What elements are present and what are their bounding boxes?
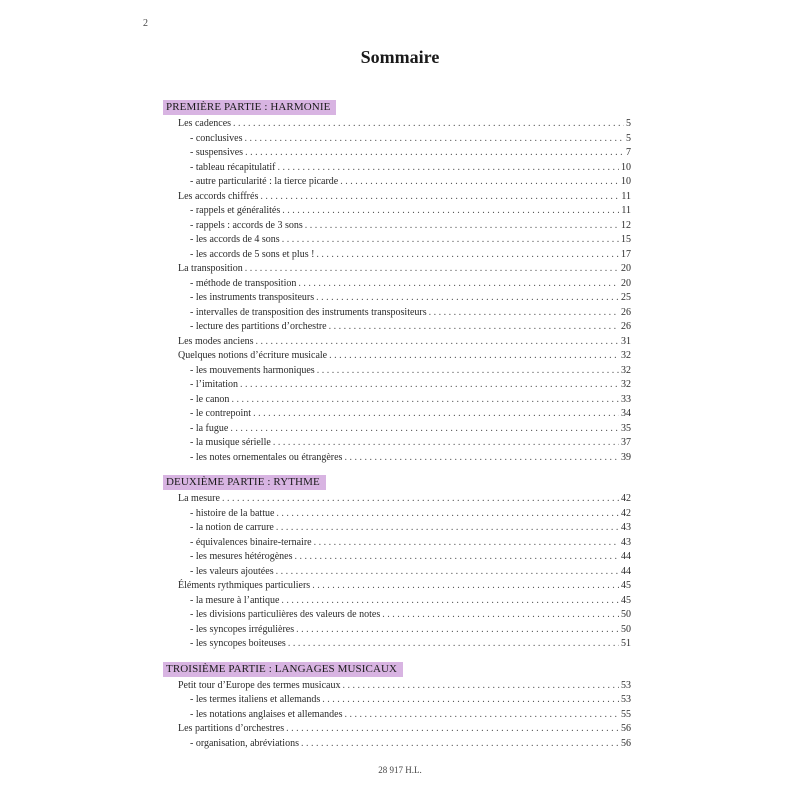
dot-leader: [340, 175, 619, 190]
entry-page-number: 26: [621, 321, 631, 332]
dot-leader: [245, 262, 619, 277]
entry-label: - les termes italiens et allemands: [190, 694, 321, 705]
toc-subentry: [163, 407, 631, 422]
entry-label: - les valeurs ajoutées: [190, 565, 274, 577]
entry-page-number: 43: [621, 522, 631, 533]
toc-chapter: [163, 117, 631, 132]
entry-label: La transposition: [178, 263, 243, 274]
dot-leader: [305, 219, 619, 234]
toc-subentry: [163, 565, 631, 580]
entry-page-number: 50: [621, 623, 631, 635]
page-number: 2: [143, 18, 148, 29]
toc-subentry: [163, 175, 631, 190]
dot-leader: [240, 378, 619, 393]
dot-leader: [253, 407, 619, 422]
toc-subentry: [163, 364, 631, 379]
toc-subentry: [163, 233, 631, 248]
dot-leader: [278, 161, 619, 176]
toc-subentry: [163, 161, 631, 176]
entry-page-number: 50: [621, 609, 631, 620]
dot-leader: [342, 679, 619, 694]
entry-page-number: 15: [621, 234, 631, 245]
dot-leader: [231, 393, 619, 408]
toc-subentry: [163, 507, 631, 522]
entry-page-number: 45: [621, 594, 631, 606]
toc-subentry: [163, 550, 631, 565]
toc-subentry: [163, 608, 631, 623]
toc-subentry: [163, 132, 631, 147]
toc-subentry: [163, 436, 631, 451]
dot-leader: [260, 190, 619, 205]
dot-leader: [382, 608, 619, 623]
entry-label: - autre particularité : la tierce picarde: [190, 176, 339, 187]
toc-chapter: [163, 335, 631, 350]
entry-page-number: 5: [626, 118, 631, 129]
toc-subentry: [163, 291, 631, 306]
dot-leader: [429, 306, 619, 321]
entry-page-number: 32: [621, 350, 631, 361]
entry-label: - suspensives: [190, 147, 244, 158]
entry-page-number: 32: [621, 364, 631, 376]
table-of-contents: [163, 97, 631, 758]
entry-label: - le contrepoint: [190, 408, 252, 419]
toc-part: [163, 659, 631, 752]
dot-leader: [329, 349, 619, 364]
entry-label: Quelques notions d’écriture musicale: [178, 350, 328, 361]
entry-page-number: 39: [621, 451, 631, 463]
entry-label: Les cadences: [178, 118, 232, 129]
part-header: TROISIÈME PARTIE : LANGAGES MUSICAUX: [163, 662, 403, 677]
entry-label: - les notations anglaises et allemandes: [190, 708, 343, 720]
dot-leader: [322, 693, 619, 708]
toc-chapter: [163, 492, 631, 507]
entry-page-number: 7: [626, 147, 631, 158]
dot-leader: [273, 436, 619, 451]
entry-page-number: 55: [621, 708, 631, 720]
entry-page-number: 26: [621, 306, 631, 318]
entry-page-number: 45: [621, 580, 631, 591]
toc-part: [163, 97, 631, 465]
part-header: PREMIÈRE PARTIE : HARMONIE: [163, 100, 336, 115]
toc-chapter: [163, 722, 631, 737]
entry-page-number: 20: [621, 277, 631, 289]
entry-label: - la fugue: [190, 422, 229, 434]
entry-label: - la notion de carrure: [190, 522, 274, 533]
toc-subentry: [163, 219, 631, 234]
dot-leader: [329, 320, 619, 335]
entry-label: La mesure: [178, 493, 220, 504]
toc-subentry: [163, 248, 631, 263]
entry-page-number: 11: [621, 190, 631, 202]
dot-leader: [317, 364, 619, 379]
entry-label: - la musique sérielle: [190, 437, 271, 448]
entry-label: Les accords chiffrés: [178, 190, 259, 202]
dot-leader: [282, 233, 619, 248]
entry-page-number: 25: [621, 292, 631, 303]
toc-subentry: [163, 693, 631, 708]
entry-page-number: 33: [621, 393, 631, 405]
entry-label: - la mesure à l’antique: [190, 594, 280, 606]
entry-label: - méthode de transposition: [190, 277, 297, 289]
entry-page-number: 53: [621, 679, 631, 691]
dot-leader: [245, 132, 625, 147]
entry-page-number: 11: [621, 205, 631, 216]
entry-page-number: 43: [621, 536, 631, 548]
toc-subentry: [163, 422, 631, 437]
dot-leader: [276, 521, 619, 536]
entry-page-number: 51: [621, 638, 631, 649]
dot-leader: [344, 451, 619, 466]
toc-subentry: [163, 451, 631, 466]
toc-subentry: [163, 637, 631, 652]
entry-page-number: 42: [621, 493, 631, 504]
entry-page-number: 17: [621, 248, 631, 260]
entry-label: - les accords de 5 sons et plus !: [190, 248, 315, 260]
dot-leader: [301, 737, 619, 752]
entry-page-number: 5: [626, 132, 631, 144]
entry-page-number: 37: [621, 437, 631, 448]
entry-page-number: 35: [621, 422, 631, 434]
dot-leader: [288, 637, 619, 652]
toc-chapter: [163, 349, 631, 364]
dot-leader: [233, 117, 624, 132]
entry-label: - les accords de 4 sons: [190, 234, 280, 245]
part-header: DEUXIÈME PARTIE : RYTHME: [163, 475, 326, 490]
entry-label: - les syncopes boiteuses: [190, 638, 286, 649]
dot-leader: [298, 277, 619, 292]
toc-subentry: [163, 393, 631, 408]
dot-leader: [282, 204, 619, 219]
entry-page-number: 44: [621, 551, 631, 562]
entry-page-number: 53: [621, 694, 631, 705]
entry-page-number: 10: [621, 176, 631, 187]
toc-subentry: [163, 737, 631, 752]
entry-label: - le canon: [190, 393, 230, 405]
toc-subentry: [163, 204, 631, 219]
toc-subentry: [163, 521, 631, 536]
entry-label: - l’imitation: [190, 379, 239, 390]
entry-label: - équivalences binaire-ternaire: [190, 536, 312, 548]
entry-page-number: 34: [621, 408, 631, 419]
dot-leader: [286, 722, 619, 737]
entry-label: - les notes ornementales ou étrangères: [190, 451, 343, 463]
entry-label: - rappels : accords de 3 sons: [190, 219, 303, 231]
toc-chapter: [163, 579, 631, 594]
dot-leader: [312, 579, 619, 594]
toc-subentry: [163, 320, 631, 335]
toc-part: [163, 472, 631, 652]
dot-leader: [344, 708, 619, 723]
toc-chapter: [163, 262, 631, 277]
entry-label: - histoire de la battue: [190, 507, 275, 519]
dot-leader: [316, 248, 619, 263]
dot-leader: [222, 492, 619, 507]
entry-label: - les syncopes irrégulières: [190, 623, 295, 635]
entry-label: - tableau récapitulatif: [190, 161, 276, 173]
entry-label: Éléments rythmiques particuliers: [178, 580, 311, 591]
toc-subentry: [163, 708, 631, 723]
entry-label: Petit tour d’Europe des termes musicaux: [178, 679, 341, 691]
toc-subentry: [163, 277, 631, 292]
toc-chapter: [163, 190, 631, 205]
dot-leader: [294, 550, 619, 565]
page-title: Sommaire: [360, 47, 440, 67]
footer-reference: 28 917 H.L.: [378, 765, 422, 775]
entry-label: - les mesures hétérogènes: [190, 551, 293, 562]
dot-leader: [245, 146, 624, 161]
entry-label: - lecture des partitions d’orchestre: [190, 321, 327, 332]
entry-page-number: 56: [621, 723, 631, 734]
entry-label: Les partitions d’orchestres: [178, 723, 285, 734]
entry-page-number: 56: [621, 737, 631, 749]
dot-leader: [296, 623, 619, 638]
toc-subentry: [163, 306, 631, 321]
entry-label: - organisation, abréviations: [190, 737, 299, 749]
dot-leader: [276, 507, 619, 522]
toc-subentry: [163, 378, 631, 393]
entry-label: - rappels et généralités: [190, 205, 281, 216]
dot-leader: [256, 335, 619, 350]
entry-label: - les instruments transpositeurs: [190, 292, 315, 303]
dot-leader: [281, 594, 619, 609]
entry-page-number: 12: [621, 219, 631, 231]
entry-page-number: 10: [621, 161, 631, 173]
toc-subentry: [163, 623, 631, 638]
entry-label: - intervalles de transposition des instruments transpositeurs: [190, 306, 427, 318]
toc-subentry: [163, 536, 631, 551]
entry-label: Les modes anciens: [178, 335, 254, 347]
entry-label: - conclusives: [190, 132, 243, 144]
entry-page-number: 20: [621, 263, 631, 274]
dot-leader: [230, 422, 619, 437]
entry-page-number: 42: [621, 507, 631, 519]
dot-leader: [314, 536, 619, 551]
toc-subentry: [163, 146, 631, 161]
entry-page-number: 32: [621, 379, 631, 390]
entry-page-number: 44: [621, 565, 631, 577]
entry-page-number: 31: [621, 335, 631, 347]
toc-chapter: [163, 679, 631, 694]
dot-leader: [276, 565, 619, 580]
entry-label: - les mouvements harmoniques: [190, 364, 315, 376]
toc-subentry: [163, 594, 631, 609]
entry-label: - les divisions particulières des valeurs de notes: [190, 609, 381, 620]
dot-leader: [316, 291, 619, 306]
